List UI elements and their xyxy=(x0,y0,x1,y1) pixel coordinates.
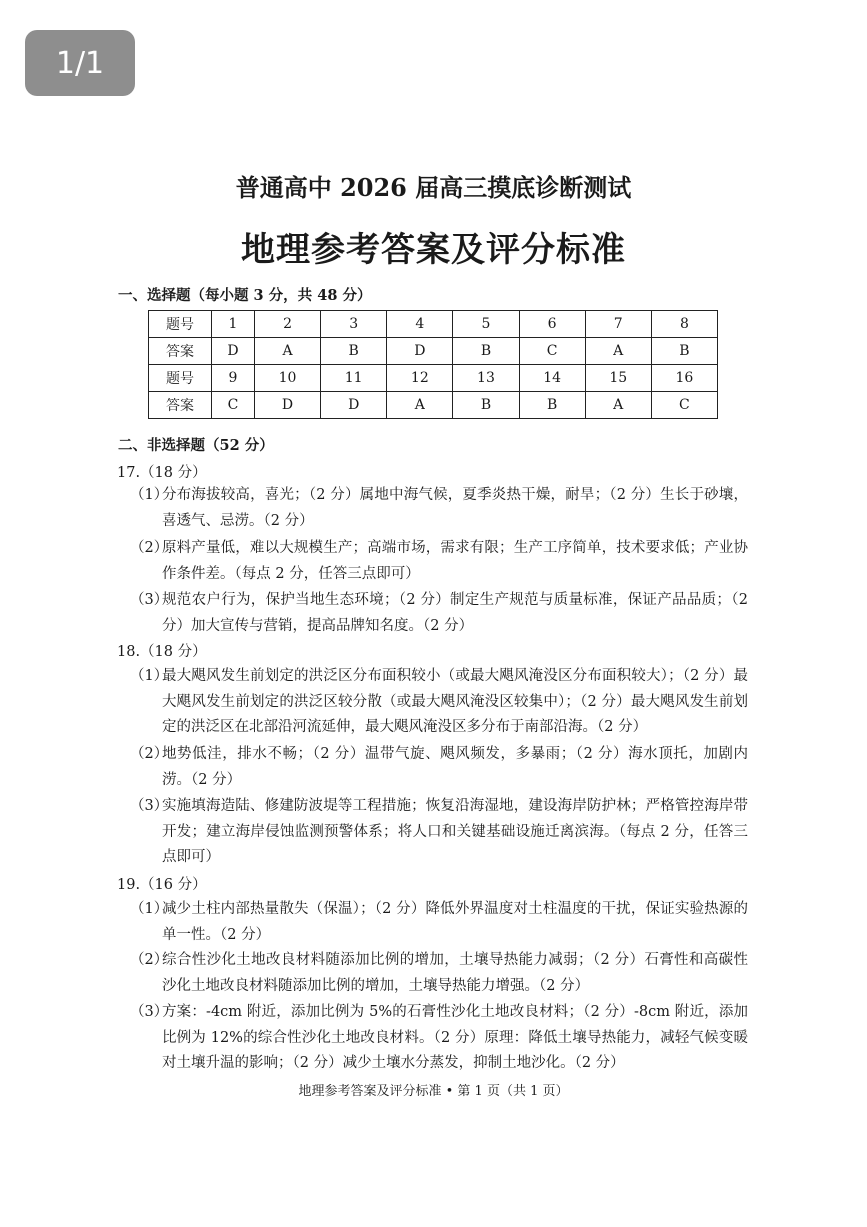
table-cell: A xyxy=(254,338,320,365)
table-cell: 11 xyxy=(321,365,387,392)
question-18-label: 18.（18 分） xyxy=(117,644,207,660)
table-cell: 8 xyxy=(651,311,717,338)
table-cell: 15 xyxy=(585,365,651,392)
table-cell: 1 xyxy=(212,311,255,338)
section-1-heading: 一、选择题（每小题 3 分，共 48 分） xyxy=(118,287,372,304)
table-cell: D xyxy=(387,338,453,365)
answer-item xyxy=(130,742,748,793)
table-cell: B xyxy=(453,338,519,365)
table-cell: 16 xyxy=(651,365,717,392)
answer-item xyxy=(130,794,748,871)
item-number: （3） xyxy=(130,592,169,608)
answer-item xyxy=(130,1000,748,1077)
table-cell: C xyxy=(212,392,255,419)
section-2-heading: 二、非选择题（52 分） xyxy=(118,437,274,454)
item-text: 分布海拔较高，喜光；（2 分）属地中海气候，夏季炎热干燥，耐旱；（2 分）生长于砂壤，喜透气、忌涝。（2 分） xyxy=(162,487,748,529)
table-cell: B xyxy=(453,392,519,419)
item-number: （1） xyxy=(130,668,169,684)
table-cell: D xyxy=(321,392,387,419)
item-number: （2） xyxy=(130,540,169,556)
answer-item xyxy=(130,588,748,639)
item-text: 实施填海造陆、修建防波堤等工程措施；恢复沿海湿地，建设海岸防护林；严格管控海岸带开发；建立海岸侵蚀监测预警体系；将人口和关键基础设施迁离滨海。（每点 2 分，任答三点即可） xyxy=(162,798,748,865)
table-cell: B xyxy=(519,392,585,419)
table-row xyxy=(149,338,718,365)
table-cell: 3 xyxy=(321,311,387,338)
table-cell: 2 xyxy=(254,311,320,338)
item-number: （2） xyxy=(130,746,169,762)
row-label: 答案 xyxy=(149,338,212,365)
table-cell: 4 xyxy=(387,311,453,338)
page-footer: 地理参考答案及评分标准 • 第 1 页（共 1 页） xyxy=(298,1084,569,1099)
table-row xyxy=(149,365,718,392)
item-number: （1） xyxy=(130,487,169,503)
question-19-label: 19.（16 分） xyxy=(117,877,207,893)
table-cell: 14 xyxy=(519,365,585,392)
table-cell: 6 xyxy=(519,311,585,338)
row-label: 题号 xyxy=(149,365,212,392)
table-cell: C xyxy=(519,338,585,365)
item-text: 原料产量低，难以大规模生产；高端市场，需求有限；生产工序简单，技术要求低；产业协作条件差。（每点 2 分，任答三点即可） xyxy=(162,540,748,582)
table-cell: 13 xyxy=(453,365,519,392)
page-indicator-badge: 1/1 xyxy=(25,30,135,96)
table-cell: B xyxy=(651,338,717,365)
table-cell: D xyxy=(254,392,320,419)
table-cell: C xyxy=(651,392,717,419)
table-cell: B xyxy=(321,338,387,365)
table-cell: A xyxy=(387,392,453,419)
answer-table xyxy=(148,310,718,419)
item-text: 综合性沙化土地改良材料随添加比例的增加，土壤导热能力减弱；（2 分）石膏性和高碳性沙化土地改良材料随添加比例的增加，土壤导热能力增强。（2 分） xyxy=(162,952,748,994)
answer-item xyxy=(130,897,748,948)
table-cell: A xyxy=(585,338,651,365)
answer-item xyxy=(130,664,748,741)
item-number: （3） xyxy=(130,798,169,814)
row-label: 题号 xyxy=(149,311,212,338)
exam-title: 普通高中 2026 届高三摸底诊断测试 xyxy=(235,173,632,202)
answer-item xyxy=(130,536,748,587)
table-cell: 12 xyxy=(387,365,453,392)
item-number: （3） xyxy=(130,1004,169,1020)
table-row xyxy=(149,311,718,338)
document-title: 地理参考答案及评分标准 xyxy=(241,230,626,270)
row-label: 答案 xyxy=(149,392,212,419)
table-cell: D xyxy=(212,338,255,365)
table-row xyxy=(149,392,718,419)
answer-item xyxy=(130,483,748,534)
table-cell: 7 xyxy=(585,311,651,338)
item-text: 减少土柱内部热量散失（保温）；（2 分）降低外界温度对土柱温度的干扰，保证实验热源的单一性。（2 分） xyxy=(162,901,748,943)
table-cell: 10 xyxy=(254,365,320,392)
item-number: （1） xyxy=(130,901,169,917)
item-text: 规范农户行为，保护当地生态环境；（2 分）制定生产规范与质量标准，保证产品品质；（2 分）加大宣传与营销，提高品牌知名度。（2 分） xyxy=(162,592,748,634)
item-text: 方案：-4cm 附近，添加比例为 5%的石膏性沙化土地改良材料；（2 分）-8cm 附近，添加比例为 12%的综合性沙化土地改良材料。（2 分）原理：降低土壤导热能力，减轻气候变暖对土壤升温的影响；（2 分）减少土壤水分蒸发，抑制土地沙化。（2 分） xyxy=(162,1004,748,1071)
table-cell: 5 xyxy=(453,311,519,338)
table-cell: A xyxy=(585,392,651,419)
table-cell: 9 xyxy=(212,365,255,392)
item-text: 最大飓风发生前划定的洪泛区分布面积较小（或最大飓风淹没区分布面积较大）；（2 分）最大飓风发生前划定的洪泛区较分散（或最大飓风淹没区较集中）；（2 分）最大飓风发生前划定的洪泛区在北部沿河流延伸，最大飓风淹没区多分布于南部沿海。（2 分） xyxy=(162,668,748,735)
question-17-label: 17.（18 分） xyxy=(117,465,207,481)
item-text: 地势低洼，排水不畅；（2 分）温带气旋、飓风频发，多暴雨；（2 分）海水顶托，加剧内涝。（2 分） xyxy=(162,746,748,788)
answer-item xyxy=(130,948,748,999)
item-number: （2） xyxy=(130,952,169,968)
